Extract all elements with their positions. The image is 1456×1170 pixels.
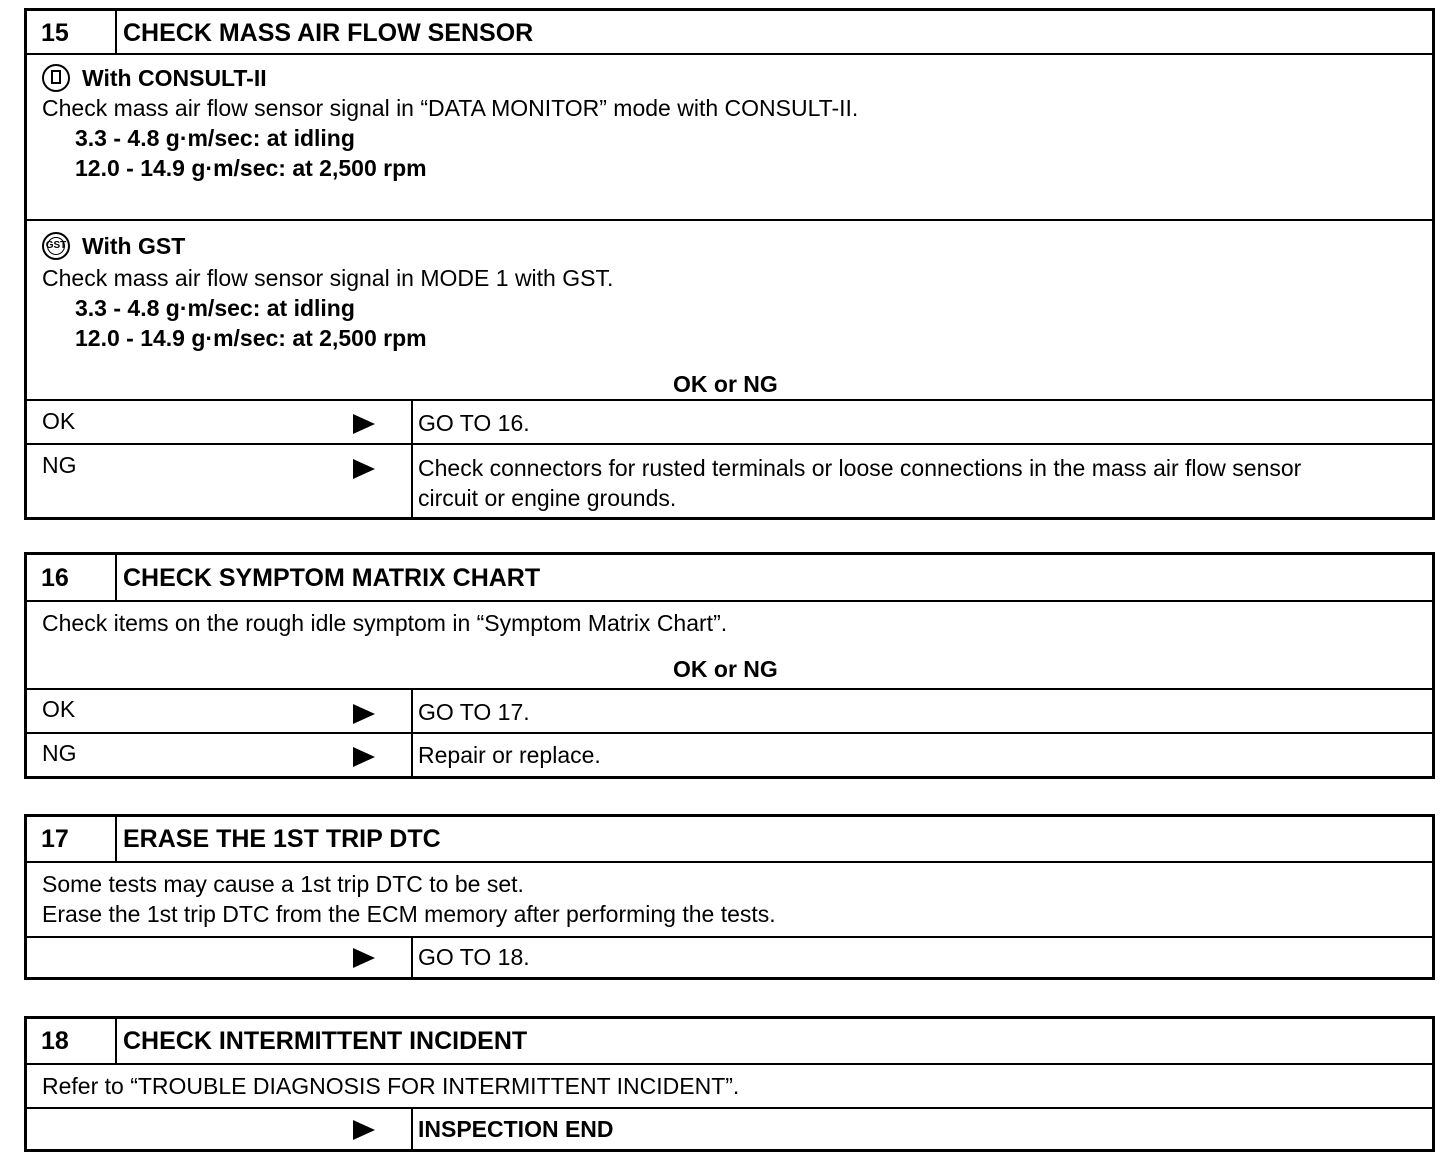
step-18-title: CHECK INTERMITTENT INCIDENT [123,1027,528,1055]
ng-result: Repair or replace. [418,742,601,768]
gst-spec-idle: 3.3 - 4.8 g·m/sec: at idling [75,295,355,321]
step-16-body [27,602,1432,690]
arrow-icon [353,704,375,724]
step-18-box [24,1016,1435,1152]
step-15-consult-section [27,55,1432,221]
step-15-gst-section [27,221,1432,401]
step-17-result-row [27,938,1432,977]
ok-or-ng-label: OK or NG [673,656,778,682]
step-17-line-1: Some tests may cause a 1st trip DTC to be set. [42,871,524,897]
ok-or-ng-label: OK or NG [673,371,778,397]
step-16-header [27,555,1432,602]
ng-label: NG [42,740,77,766]
consult-instruction: Check mass air flow sensor signal in “DATA MONITOR” mode with CONSULT-II. [42,95,859,121]
step-16-title: CHECK SYMPTOM MATRIX CHART [123,564,541,592]
step-16-number: 16 [41,564,69,592]
step-15-ng-row [27,445,1432,517]
step-15-title: CHECK MASS AIR FLOW SENSOR [123,19,534,47]
consult-spec-idle: 3.3 - 4.8 g·m/sec: at idling [75,125,355,151]
ok-label: OK [42,408,76,434]
step-16-box [24,552,1435,779]
gst-tool-icon: GST [42,232,70,260]
step-18-instruction: Refer to “TROUBLE DIAGNOSIS FOR INTERMITTENT INCIDENT”. [42,1073,740,1099]
step-17-body [27,863,1432,938]
gst-spec-2500: 12.0 - 14.9 g·m/sec: at 2,500 rpm [75,325,427,351]
step-18-result: INSPECTION END [418,1116,614,1142]
step-16-instruction: Check items on the rough idle symptom in “Symptom Matrix Chart”. [42,610,728,636]
consult-spec-2500: 12.0 - 14.9 g·m/sec: at 2,500 rpm [75,155,427,181]
step-17-line-2: Erase the 1st trip DTC from the ECM memory after performing the tests. [42,901,776,927]
step-15-box [24,8,1435,520]
consult-tool-icon [42,64,70,92]
arrow-icon [353,1120,375,1140]
step-18-body [27,1065,1432,1109]
step-18-result-row [27,1109,1432,1149]
step-16-ng-row [27,734,1432,776]
ng-result-line-2: circuit or engine grounds. [418,485,677,511]
step-17-result: GO TO 18. [418,944,530,970]
step-16-ok-row [27,690,1432,734]
step-15-number: 15 [41,19,69,47]
arrow-icon [353,948,375,968]
step-17-number: 17 [41,825,69,853]
ok-label: OK [42,696,76,722]
ng-result-line-1: Check connectors for rusted terminals or loose connections in the mass air flow sensor [418,455,1302,481]
ng-label: NG [42,452,77,478]
step-17-box [24,814,1435,980]
step-18-header [27,1019,1432,1065]
step-18-number: 18 [41,1027,69,1055]
step-15-header [27,11,1432,55]
gst-heading: With GST [82,233,186,259]
step-17-title: ERASE THE 1ST TRIP DTC [123,825,441,853]
ok-result: GO TO 16. [418,410,530,436]
step-17-header [27,817,1432,863]
gst-instruction: Check mass air flow sensor signal in MODE 1 with GST. [42,265,614,291]
arrow-icon [353,459,375,479]
arrow-icon [353,747,375,767]
consult-heading: With CONSULT-II [82,65,267,91]
ok-result: GO TO 17. [418,699,530,725]
arrow-icon [353,414,375,434]
step-15-ok-row [27,401,1432,445]
